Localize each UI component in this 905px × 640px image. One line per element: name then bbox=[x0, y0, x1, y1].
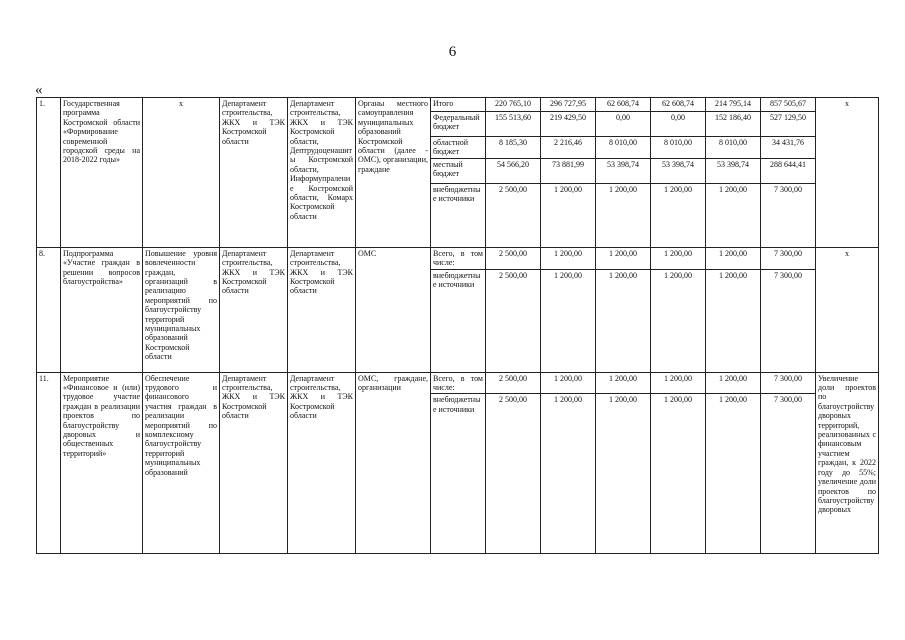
funding-value: 8 010,00 bbox=[706, 137, 761, 159]
funding-value: 8 010,00 bbox=[651, 137, 706, 159]
funding-source: Итого bbox=[431, 98, 486, 112]
funding-value: 1 200,00 bbox=[706, 247, 761, 269]
funding-value: 1 200,00 bbox=[706, 394, 761, 554]
participants: Органы местного самоуправления муниципальных образований Костромской области (далее - ОМС), организации, граждане bbox=[356, 98, 431, 248]
funding-source: внебюджетные источники bbox=[431, 183, 486, 247]
participants: ОМС bbox=[356, 247, 431, 372]
row-number: 1. bbox=[37, 98, 61, 248]
funding-value: 857 505,67 bbox=[761, 98, 816, 112]
program-table bbox=[36, 97, 879, 554]
program-goal: Обеспечение трудового и финансового участия граждан в реализации мероприятий по комплексному благоустройству территорий муниципальных образований bbox=[143, 372, 220, 554]
funding-value: 1 200,00 bbox=[651, 394, 706, 554]
funding-value: 1 200,00 bbox=[596, 183, 651, 247]
funding-value: 53 398,74 bbox=[706, 158, 761, 183]
funding-value: 155 513,60 bbox=[486, 112, 541, 137]
funding-value: 288 644,41 bbox=[761, 158, 816, 183]
table-row bbox=[37, 372, 879, 394]
program-goal: х bbox=[143, 98, 220, 248]
funding-source: внебюджетные источники bbox=[431, 394, 486, 554]
funding-value: 2 500,00 bbox=[486, 269, 541, 372]
co-executors: Департамент строительства, ЖКХ и ТЭК Костромской области bbox=[288, 247, 356, 372]
funding-value: 214 795,14 bbox=[706, 98, 761, 112]
funding-value: 2 500,00 bbox=[486, 183, 541, 247]
responsible-executor: Департамент строительства, ЖКХ и ТЭК Костромской области bbox=[220, 98, 288, 248]
funding-value: 1 200,00 bbox=[651, 183, 706, 247]
funding-value: 62 608,74 bbox=[596, 98, 651, 112]
funding-value: 2 216,46 bbox=[541, 137, 596, 159]
funding-value: 7 300,00 bbox=[761, 269, 816, 372]
funding-value: 54 566,20 bbox=[486, 158, 541, 183]
program-name: Государственная программа Костромской области «Формирование современной городской среды на 2018-2022 годы» bbox=[61, 98, 143, 248]
funding-value: 34 431,76 bbox=[761, 137, 816, 159]
funding-value: 1 200,00 bbox=[651, 247, 706, 269]
funding-value: 8 185,30 bbox=[486, 137, 541, 159]
row-number: 8. bbox=[37, 247, 61, 372]
funding-value: 7 300,00 bbox=[761, 183, 816, 247]
funding-value: 0,00 bbox=[651, 112, 706, 137]
funding-value: 2 500,00 bbox=[486, 247, 541, 269]
funding-value: 2 500,00 bbox=[486, 394, 541, 554]
program-goal: Повышение уровня вовлеченности граждан, организаций в реализацию мероприятий по благоустройству территорий муниципальных образований Костромской области bbox=[143, 247, 220, 372]
co-executors: Департамент строительства, ЖКХ и ТЭК Костромской области, Дептрудоценашиты Костромской области, Информупраление Костромской области, Комарх Костромской области bbox=[288, 98, 356, 248]
participants: ОМС, граждане, организации bbox=[356, 372, 431, 554]
funding-value: 219 429,50 bbox=[541, 112, 596, 137]
funding-value: 62 608,74 bbox=[651, 98, 706, 112]
funding-value: 1 200,00 bbox=[596, 394, 651, 554]
funding-value: 1 200,00 bbox=[541, 269, 596, 372]
funding-value: 152 186,40 bbox=[706, 112, 761, 137]
target-indicator: Увеличение доли проектов по благоустройству дворовых территорий, реализованных с финансовым участием граждан, к 2022 году до 55%; увеличение доли проектов по благоустройству дворовых bbox=[816, 372, 879, 554]
funding-value: 73 881,99 bbox=[541, 158, 596, 183]
funding-value: 1 200,00 bbox=[541, 183, 596, 247]
program-name: Подпрограмма «Участие граждан в решении вопросов благоустройства» bbox=[61, 247, 143, 372]
funding-value: 527 129,50 bbox=[761, 112, 816, 137]
funding-source: Всего, в том числе: bbox=[431, 247, 486, 269]
funding-value: 2 500,00 bbox=[486, 372, 541, 394]
funding-value: 1 200,00 bbox=[596, 247, 651, 269]
funding-source: Федеральный бюджет bbox=[431, 112, 486, 137]
funding-value: 1 200,00 bbox=[596, 372, 651, 394]
funding-source: Всего, в том числе: bbox=[431, 372, 486, 394]
target-indicator: х bbox=[816, 98, 879, 248]
table-row bbox=[37, 247, 879, 269]
funding-value: 1 200,00 bbox=[706, 183, 761, 247]
quote-mark: « bbox=[35, 82, 43, 98]
funding-source: местный бюджет bbox=[431, 158, 486, 183]
funding-value: 1 200,00 bbox=[651, 372, 706, 394]
funding-value: 0,00 bbox=[596, 112, 651, 137]
target-indicator: х bbox=[816, 247, 879, 372]
table-row bbox=[37, 98, 879, 112]
funding-value: 1 200,00 bbox=[596, 269, 651, 372]
funding-value: 1 200,00 bbox=[706, 372, 761, 394]
funding-value: 7 300,00 bbox=[761, 247, 816, 269]
funding-value: 1 200,00 bbox=[541, 247, 596, 269]
funding-value: 8 010,00 bbox=[596, 137, 651, 159]
funding-source: внебюджетные источники bbox=[431, 269, 486, 372]
co-executors: Департамент строительства, ЖКХ и ТЭК Костромской области bbox=[288, 372, 356, 554]
funding-value: 1 200,00 bbox=[541, 394, 596, 554]
responsible-executor: Департамент строительства, ЖКХ и ТЭК Костромской области bbox=[220, 247, 288, 372]
row-number: 11. bbox=[37, 372, 61, 554]
responsible-executor: Департамент строительства, ЖКХ и ТЭК Костромской области bbox=[220, 372, 288, 554]
funding-value: 220 765,10 bbox=[486, 98, 541, 112]
funding-value: 1 200,00 bbox=[651, 269, 706, 372]
funding-value: 7 300,00 bbox=[761, 394, 816, 554]
funding-value: 1 200,00 bbox=[706, 269, 761, 372]
funding-value: 1 200,00 bbox=[541, 372, 596, 394]
funding-value: 7 300,00 bbox=[761, 372, 816, 394]
funding-value: 53 398,74 bbox=[596, 158, 651, 183]
program-name: Мероприятие «Финансовое и (или) трудовое участие граждан в реализации проектов по благоустройству дворовых и общественных территорий» bbox=[61, 372, 143, 554]
funding-value: 53 398,74 bbox=[651, 158, 706, 183]
funding-value: 296 727,95 bbox=[541, 98, 596, 112]
funding-source: областной бюджет bbox=[431, 137, 486, 159]
page-number: 6 bbox=[448, 44, 457, 60]
